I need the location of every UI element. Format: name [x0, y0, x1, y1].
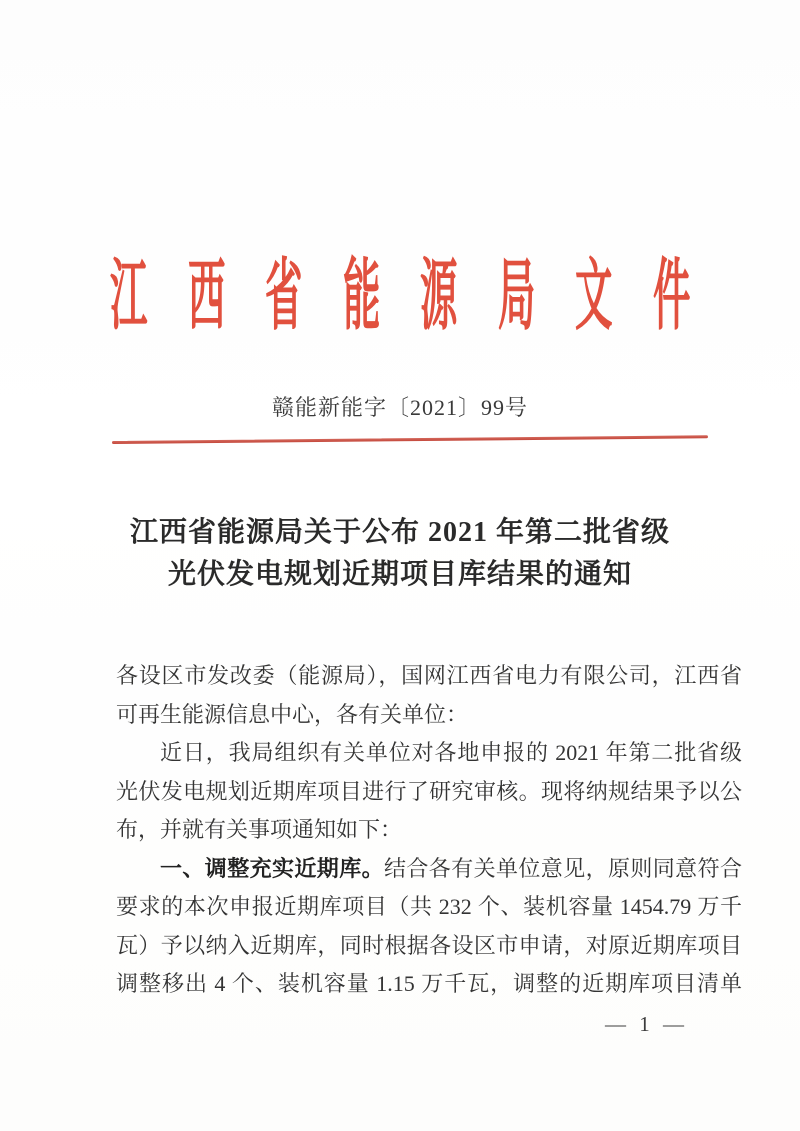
agency-letterhead-title — [90, 254, 710, 338]
page-number: — 1 — — [605, 1012, 688, 1036]
letterhead-char: 西 — [187, 252, 226, 339]
document-title-line2: 光伏发电规划近期项目库结果的通知 — [167, 559, 632, 590]
item1-line1-text: 结合各有关单位意见，原则同意符合 — [384, 855, 742, 881]
paragraph1-line3: 布，并就有关事项通知如下： — [116, 817, 403, 842]
recipients-line1: 各设区市发改委（能源局），国网江西省电力有限公司，江西省 — [116, 663, 742, 688]
document-reference-number: 赣能新能字〔2021〕99号 — [271, 395, 528, 420]
red-separator-rule — [112, 435, 708, 444]
item1-heading: 一、调整充实近期库。 — [160, 855, 384, 881]
item1-line2: 要求的本次申报近期库项目（共 232 个、装机容量 1454.79 万千 — [116, 894, 742, 919]
paragraph1-line1: 近日，我局组织有关单位对各地申报的 2021 年第二批省级 — [160, 740, 742, 765]
item1-line4: 调整移出 4 个、装机容量 1.15 万千瓦，调整的近期库项目清单 — [116, 971, 742, 996]
letterhead-char: 省 — [265, 252, 303, 339]
item1-line1 — [116, 850, 742, 889]
document-title-line1: 江西省能源局关于公布 2021 年第二批省级 — [129, 517, 670, 548]
letterhead-char: 江 — [110, 252, 148, 339]
recipients-line2: 可再生能源信息中心，各有关单位： — [116, 701, 469, 727]
letterhead-char: 局 — [497, 252, 536, 339]
letterhead-char: 文 — [575, 252, 613, 339]
paragraph1-line2: 光伏发电规划近期库项目进行了研究审核。现将纳规结果予以公 — [116, 778, 742, 804]
letterhead-char: 能 — [342, 252, 381, 339]
item1-line3: 瓦）予以纳入近期库，同时根据各设区市申请，对原近期库项目 — [116, 932, 742, 958]
document-title — [60, 512, 740, 596]
letterhead-char: 件 — [652, 252, 691, 339]
document-body — [116, 657, 742, 1004]
letterhead-char: 源 — [420, 252, 458, 339]
